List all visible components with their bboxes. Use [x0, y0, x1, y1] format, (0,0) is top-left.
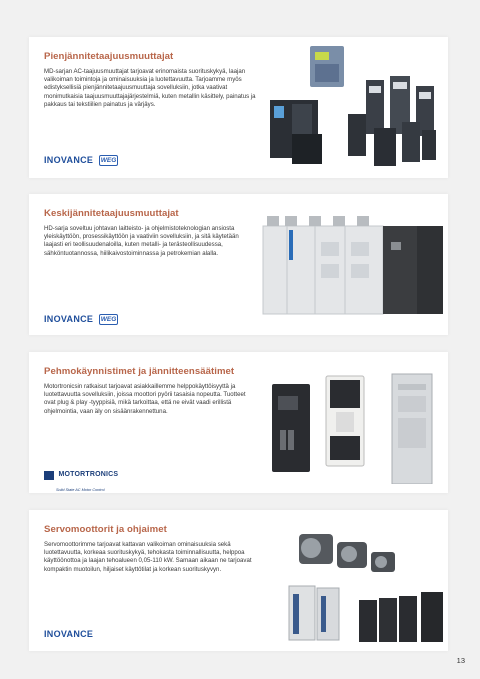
inovance-logo: INOVANCE [44, 314, 94, 324]
section-card-servo-motors [29, 510, 448, 651]
page-number: 13 [456, 656, 465, 665]
section-title: Servomoottorit ja ohjaimet [44, 524, 167, 535]
section-card-soft-starters [29, 352, 448, 493]
motortronics-wordmark: MOTORTRONICS [58, 471, 119, 478]
soft-starters-image [266, 366, 436, 484]
medium-voltage-drives-image [259, 212, 445, 320]
inovance-logo: INOVANCE [44, 155, 94, 165]
section-title: Keskijännitetaajuusmuuttajat [44, 208, 179, 219]
motortronics-mark-icon [44, 471, 54, 480]
section-body: Motortronicsin ratkaisut tarjoavat asiakkaillemme helppokäyttöisyyttä ja luotettavuutta sovelluksiin, joissa moottori pyörii tasaisia nopeutta. Tuotteet ovat plug & play -tyyppisiä, mikä tarkoittaa, että ne eivät vaadi erillistä ohjelmointia, vaan äly on sisäänrakennettuna. [44, 383, 246, 415]
motortronics-tagline: Solid State AC Motor Control [56, 488, 105, 492]
weg-logo: WEG [100, 316, 117, 323]
section-card-low-voltage-drives [29, 37, 448, 178]
section-card-medium-voltage-drives [29, 194, 448, 335]
inovance-logo: INOVANCE [44, 629, 94, 639]
low-voltage-drives-image [262, 42, 445, 174]
section-body: Servomoottorimme tarjoavat kattavan valikoiman ominaisuuksia sekä luotettavuutta, korkeaa suorituskykyä, tehokasta toiminnallisuutta, helppoa käyttöönottoa ja laajan tehoalueen 0,05-110 kW. Samaan aikaan ne tarjoavat kompaktin muotoilun, hiljaiset käyttötilat ja korkean suorituskyvyn. [44, 541, 252, 573]
section-body: HD-sarja soveltuu johtavan laitteisto- ja ohjelmistoteknologian ansiosta yleiskäyttöön, prosessikäyttöön ja vaativiin sovelluksiin, ja sitä käytetään laajasti eri teollisuudenaloilla, kuten metalli- ja terästeollisuudessa, sähköntuotannossa, hiilikaivostoiminnassa ja petrokemian alalla. [44, 225, 239, 257]
weg-logo: WEG [100, 157, 117, 164]
servo-motors-image [259, 516, 445, 646]
section-body: MD-sarjan AC-taajuusmuuttajat tarjoavat erinomaista suorituskykyä, laajan valikoiman toimintoja ja ominaisuuksia ja luotettavuutta. Tarjoamme myös edistyksellisiä pienjännitetaajuusmuuttaja sovelluksiin, jotka vaativat monimutkaisia taajuusmuuttajajärjestelmiä, kuten metallin käsittely, painatus ja pakkaus tai tekstiilien painatus ja värjäys. [44, 68, 256, 108]
section-title: Pehmokäynnistimet ja jännitteensäätimet [44, 366, 235, 377]
section-title: Pienjännitetaajuusmuuttajat [44, 51, 174, 62]
motortronics-logo [44, 471, 118, 492]
